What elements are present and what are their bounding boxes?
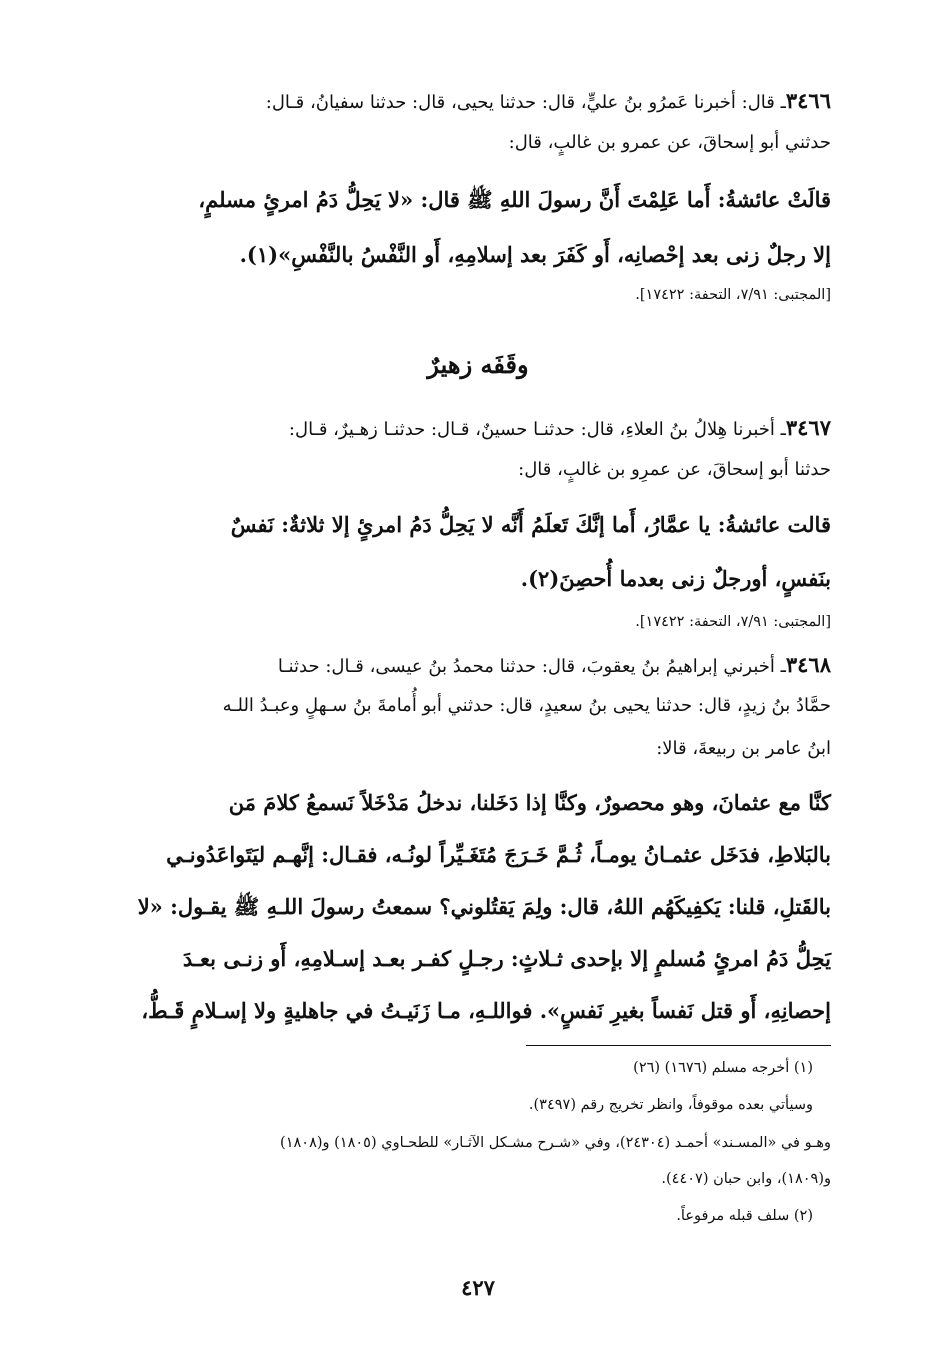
- hadith-3466-reference: [المجتبى: ٧/٩١، التحفة: ١٧٤٢٢].: [635, 287, 831, 303]
- hadith-number: ٣٤٦٧: [785, 415, 831, 440]
- hadith-3467-isnad-line-1: ٣٤٦٧ـ أخبرنا هِلالُ بنُ العلاءِ، قال: حدثنـا حسينٌ، قـال: حدثنـا زهـيرٌ، قـال:: [288, 415, 831, 440]
- hadith-3468-matn-line-5: إحصانِهِ، أَو قتل نَفساً بغيرِ نَفسٍ». فواللـهِ، مـا زَنَيـتُ في جاهليةٍ ولا إسـلامٍ قَـطُّ،: [141, 998, 831, 1023]
- hadith-3468-isnad-line-2: حمَّادُ بنُ زيدٍ، قال: حدثنا يحيى بنُ سعيدٍ، قال: حدثني أبو أُمامةَ بنُ سـهلٍ وعبـدُ اللـه: [222, 695, 831, 716]
- hadith-3468-matn-line-2: بالبَلاطِ، فدَخَل عثمـانُ يومـاً، ثُـمَّ خَـرَجَ مُتَغَـيِّراً لونُـه، فقـال: إنَّهـم ليَتَواعَدُونـي: [166, 842, 831, 867]
- footnote-1-line-2: وسيأتي بعده موقوفاً، وانظر تخريج رقم (٣٤٩٧).: [528, 1097, 813, 1113]
- hadith-3468-isnad-line-3: ابنُ عامر بن ربيعةَ، قالا:: [656, 738, 831, 759]
- footnote-1-line-4: و(١٨٠٩)، وابن حبان (٤٤٠٧).: [661, 1171, 831, 1187]
- hadith-3467-isnad-line-2: حدثنا أبو إسحاقَ، عن عمرِو بن غالبٍ، قال:: [518, 459, 831, 480]
- hadith-number: ٣٤٦٨: [785, 652, 831, 677]
- hadith-3466-matn-line-1: قالَتْ عائشةُ: أَما عَلِمْتَ أَنَّ رسولَ اللهِ ﷺ قال: «لا يَحِلُّ دَمُ امرئٍ مسلمٍ،: [198, 187, 831, 212]
- footnote-2: (٢) سلف قبله مرفوعاً.: [676, 1208, 813, 1224]
- hadith-3467-matn-line-2: بنَفسٍ، أورجلٌ زنى بعدما أُحصِنَ(٢).: [520, 566, 831, 591]
- page-number: ٤٢٧: [461, 1275, 495, 1300]
- hadith-3468-matn-line-1: كنَّا مع عثمانَ، وهو محصورٌ، وكنَّا إذا دَخَلنا، ندخلُ مَدْخَلاً نَسمعُ كلامَ مَن: [228, 790, 831, 815]
- hadith-3468-isnad-line-1: ٣٤٦٨ـ أخبرني إبراهيمُ بنُ يعقوبَ، قال: حدثنا محمدُ بنُ عيسى، قـال: حدثنـا: [277, 652, 831, 677]
- hadith-3468-matn-line-4: يَحِلُّ دَمُ امرئٍ مُسلمٍ إلا بإحدى ثـلاثٍ: رجـلٍ كفـر بعـد إسـلامِهِ، أَو زنـى بعـدَ: [182, 946, 831, 971]
- hadith-3466-isnad-line-1: ٣٤٦٦ـ قال: أخبرنا عَمرُو بنُ عليٍّ، قال: حدثنا يحيى، قال: حدثنا سفيانُ، قـال:: [265, 88, 831, 113]
- chapter-heading: وقَفَه زهيرٌ: [427, 350, 529, 379]
- hadith-3467-reference: [المجتبى: ٧/٩١، التحفة: ١٧٤٢٢].: [635, 614, 831, 630]
- footnote-separator: [526, 1045, 831, 1046]
- footnote-1: (١) أخرجه مسلم (١٦٧٦) (٢٦): [633, 1060, 813, 1076]
- book-page: [125, 82, 831, 1323]
- hadith-3466-matn-line-2: إلا رجلٌ زنى بعد إحْصانِه، أَو كَفَرَ بعد إسلامِهِ، أَو النَّفْسُ بالنَّفْسِ»(١).: [239, 242, 831, 267]
- footnote-1-line-3: وهـو في «المسـند» أحمـد (٢٤٣٠٤)، وفي «شـرح مشـكل الآثـار» للطحـاوي (١٨٠٥) و(١٨٠٨): [280, 1135, 831, 1151]
- hadith-3466-isnad-line-2: حدثني أبو إسحاقَ، عن عمرو بن غالبٍ، قال:: [508, 132, 831, 153]
- hadith-3468-matn-line-3: بالقَتلِ، قلنا: يَكفِيكَهُم اللهُ، قال: ولِمَ يَقتُلوني؟ سمعتُ رسولَ اللـهِ ﷺ يقـول: «لا: [137, 894, 831, 919]
- hadith-3467-matn-line-1: قالت عائشةُ: يا عمَّارُ، أَما إنَّكَ تَعلَمُ أَنَّه لا يَحِلُّ دَمُ امرئٍ إلا ثلاثةٌ: نَفسٌ: [230, 512, 831, 537]
- hadith-number: ٣٤٦٦: [785, 88, 831, 113]
